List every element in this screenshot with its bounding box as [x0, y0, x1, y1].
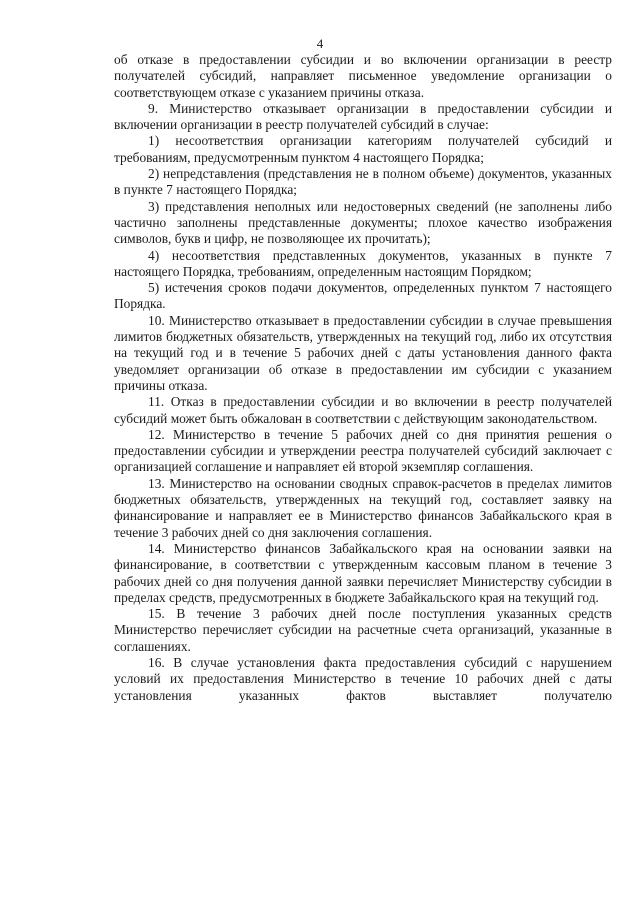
paragraph-clause-15: 15. В течение 3 рабочих дней после поступления указанных средств Министерство перечисляет субсидии на расчетные счета организаций, указанные в соглашениях.: [114, 606, 612, 654]
paragraph-clause-16: 16. В случае установления факта предоставления субсидий с нарушением условий их предоставления Министерство в течение 10 рабочих дней с даты установления указанных фактов выставляет получателю: [114, 654, 612, 703]
paragraph-clause-9: 9. Министерство отказывает организации в предоставлении субсидии и включении организации в реестр получателей субсидий в случае:: [114, 100, 612, 133]
paragraph-clause-14: 14. Министерство финансов Забайкальского края на основании заявки на финансирование, в соответствии с утвержденным кассовым планом в течение 3 рабочих дней со дня получения данной заявки перечисляет Министерству субсидии в пределах средств, предусмотренных в бюджете Забайкальского края на текущий год.: [114, 540, 612, 605]
paragraph-clause-13: 13. Министерство на основании сводных справок-расчетов в пределах лимитов бюджетных обязательств, утвержденных на текущий год, составляет заявку на финансирование и направляет ее в Министерство финансов Забайкальского края в течение 3 рабочих дней со дня заключения соглашения.: [114, 475, 612, 540]
list-item-1: 1) несоответствия организации категориям получателей субсидий и требованиям, предусмотренным пунктом 4 настоящего Порядка;: [114, 133, 612, 165]
page-number: 4: [316, 36, 324, 51]
list-item-5: 5) истечения сроков подачи документов, определенных пунктом 7 настоящего Порядка.: [114, 280, 612, 312]
paragraph-clause-11: 11. Отказ в предоставлении субсидии и во включении в реестр получателей субсидий может быть обжалован в соответствии с действующим законодательством.: [114, 394, 612, 426]
document-body: [114, 52, 612, 704]
paragraph-continuation: об отказе в предоставлении субсидии и во включении организации в реестр получателей субсидий, направляет письменное уведомление организации о соответствующем отказе с указанием причины отказа.: [114, 52, 612, 100]
paragraph-clause-12: 12. Министерство в течение 5 рабочих дней со дня принятия решения о предоставлении субсидии и утверждении реестра получателей субсидий заключает с организацией соглашение и направляет ей второй экземпляр соглашения.: [114, 426, 612, 475]
list-item-2: 2) непредставления (представления не в полном объеме) документов, указанных в пункте 7 настоящего Порядка;: [114, 166, 612, 198]
paragraph-clause-10: 10. Министерство отказывает в предоставлении субсидии в случае превышения лимитов бюджетных обязательств, утвержденных на текущий год, либо их отсутствия на текущий год и в течение 5 рабочих дней с даты установления данного факта уведомляет организации об отказе в предоставлении им субсидии с указанием причины отказа.: [114, 312, 612, 393]
list-item-4: 4) несоответствия представленных документов, указанных в пункте 7 настоящего Порядка, требованиям, определенным настоящим Порядком;: [114, 247, 612, 279]
list-item-3: 3) представления неполных или недостоверных сведений (не заполнены либо частично заполнены представленные документы; плохое качество изображения символов, букв и цифр, не позволяющее их прочитать);: [114, 198, 612, 247]
